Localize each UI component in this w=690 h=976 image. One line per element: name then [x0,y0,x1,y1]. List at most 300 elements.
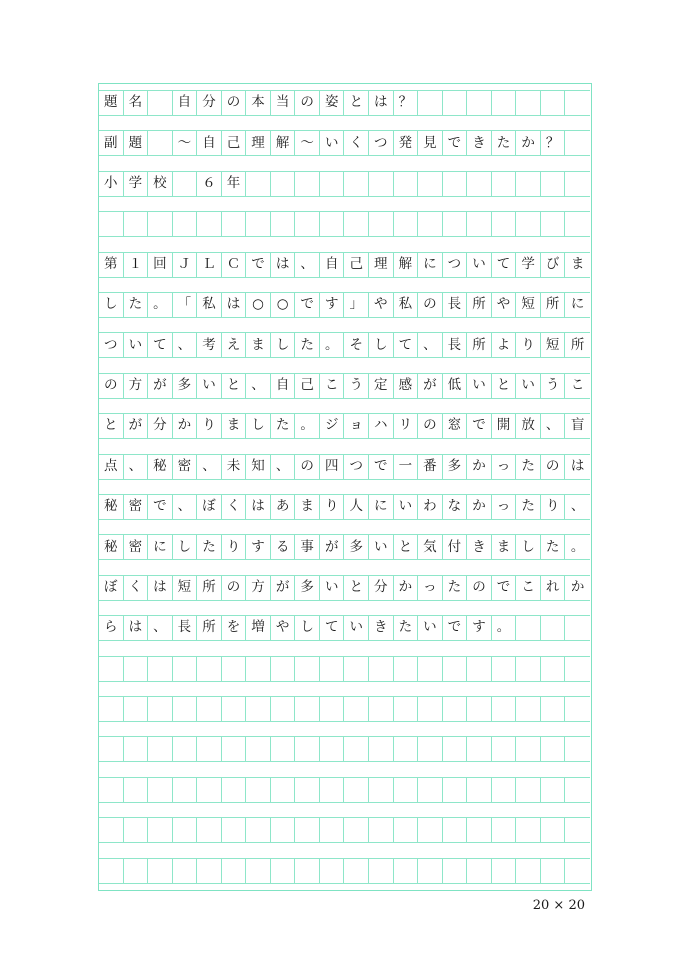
grid-cell: 己 [344,252,369,278]
grid-cell [394,211,419,237]
grid-cell: １ [124,252,149,278]
grid-cell: 所 [565,332,590,358]
grid-cell [443,736,468,762]
grid-cell: 副 [99,130,124,156]
grid-cell: か [565,575,590,601]
grid-cell [467,171,492,197]
grid-cell [565,736,590,762]
grid-cell: が [418,373,443,399]
grid-cell [516,615,541,641]
grid-cell [148,90,173,116]
grid-cell [222,736,247,762]
grid-cell [99,858,124,884]
grid-cell [516,90,541,116]
grid-cell: れ [541,575,566,601]
grid-cell: い [124,332,149,358]
grid-cell [344,817,369,843]
grid-cell: い [320,575,345,601]
grid-cell: が [124,413,149,439]
grid-cell: 四 [320,454,345,480]
grid-cell: 分 [148,413,173,439]
grid-cell: り [320,494,345,520]
grid-cell: の [295,454,320,480]
grid-cell [394,777,419,803]
grid-cell [271,656,296,682]
grid-cell: い [467,252,492,278]
grid-cell [443,858,468,884]
grid-cell [246,858,271,884]
grid-cell [443,656,468,682]
grid-cell: 解 [394,252,419,278]
grid-cell [565,615,590,641]
grid-cell [541,736,566,762]
grid-cell: つ [344,454,369,480]
grid-cell: て [148,332,173,358]
grid-cell: あ [271,494,296,520]
grid-cell [124,211,149,237]
grid-cell: 所 [197,615,222,641]
grid-cell [369,656,394,682]
grid-cell: 低 [443,373,468,399]
grid-cell [271,211,296,237]
grid-cell: た [295,332,320,358]
grid-cell [369,777,394,803]
grid-cell [418,777,443,803]
grid-cell [99,817,124,843]
grid-cell: 人 [344,494,369,520]
grid-cell: す [467,615,492,641]
grid-cell [516,736,541,762]
grid-cell [516,817,541,843]
grid-cell [295,171,320,197]
grid-cell: に [369,494,394,520]
grid-size-label: 20 × 20 [532,898,585,913]
manuscript-paper [98,83,592,891]
grid-cell: ぼ [99,575,124,601]
grid-cell [197,736,222,762]
grid-cell: 長 [173,615,198,641]
grid-cell [197,817,222,843]
grid-row [99,696,590,722]
grid-cell: 、 [246,373,271,399]
grid-cell [246,171,271,197]
grid-cell: 、 [173,494,198,520]
grid-cell: し [295,615,320,641]
grid-cell: り [222,534,247,560]
grid-cell: 理 [369,252,394,278]
grid-cell [565,90,590,116]
grid-row [99,575,590,601]
grid-cell: 、 [124,454,149,480]
grid-cell: う [541,373,566,399]
grid-cell [541,817,566,843]
grid-cell: 所 [467,332,492,358]
grid-cell: 多 [443,454,468,480]
grid-cell: Ｃ [222,252,247,278]
grid-cell [369,696,394,722]
grid-cell: 短 [541,332,566,358]
grid-cell: で [443,615,468,641]
grid-cell: 題 [124,130,149,156]
grid-row [99,858,590,884]
grid-cell [467,817,492,843]
grid-cell [418,817,443,843]
grid-cell: 多 [173,373,198,399]
grid-row [99,494,590,520]
grid-cell: 短 [173,575,198,601]
grid-cell [344,696,369,722]
grid-cell: ぼ [197,494,222,520]
grid-cell [467,90,492,116]
grid-cell: た [271,413,296,439]
grid-cell: 自 [320,252,345,278]
grid-cell [516,696,541,722]
grid-cell [565,130,590,156]
grid-cell: 感 [394,373,419,399]
grid-cell: と [492,373,517,399]
grid-row [99,373,590,399]
grid-cell: の [467,575,492,601]
grid-cell [492,696,517,722]
grid-cell: た [394,615,419,641]
grid-cell [148,777,173,803]
grid-cell: ま [295,494,320,520]
grid-cell: て [394,332,419,358]
grid-cell: い [467,373,492,399]
grid-cell: 長 [443,292,468,318]
grid-cell: か [394,575,419,601]
grid-cell: 年 [222,171,247,197]
grid-cell [541,90,566,116]
grid-cell: 密 [124,534,149,560]
grid-cell [516,858,541,884]
grid-cell [418,171,443,197]
grid-cell: の [99,373,124,399]
grid-cell [271,736,296,762]
grid-cell: っ [418,575,443,601]
grid-cell: 私 [394,292,419,318]
grid-cell: っ [492,454,517,480]
grid-cell: 名 [124,90,149,116]
grid-cell: 、 [418,332,443,358]
grid-cell [295,696,320,722]
grid-cell [418,211,443,237]
grid-cell: よ [492,332,517,358]
grid-cell: は [148,575,173,601]
grid-row [99,90,590,116]
grid-cell: と [394,534,419,560]
grid-row [99,130,590,156]
grid-row [99,615,590,641]
grid-cell [492,211,517,237]
grid-cell: い [344,615,369,641]
grid-cell: は [565,454,590,480]
grid-cell: し [369,332,394,358]
grid-cell [467,211,492,237]
grid-row [99,454,590,480]
grid-cell [467,696,492,722]
grid-cell [320,777,345,803]
grid-cell: Ｌ [197,252,222,278]
grid-cell [394,858,419,884]
grid-cell: き [467,534,492,560]
grid-cell: 自 [197,130,222,156]
grid-cell: を [222,615,247,641]
grid-cell [394,696,419,722]
grid-cell: 第 [99,252,124,278]
grid-cell: し [246,413,271,439]
grid-cell [197,656,222,682]
grid-cell: 密 [124,494,149,520]
grid-cell: ？ [394,90,419,116]
grid-cell [271,817,296,843]
grid-cell: 、 [173,332,198,358]
grid-cell [443,171,468,197]
grid-cell: 窓 [443,413,468,439]
grid-cell: り [516,332,541,358]
grid-cell [222,777,247,803]
grid-cell [541,211,566,237]
grid-cell [565,817,590,843]
grid-cell [369,858,394,884]
grid-cell: に [565,292,590,318]
grid-cell: 本 [246,90,271,116]
grid-cell: 私 [197,292,222,318]
grid-cell: 。 [148,292,173,318]
grid-cell: 、 [148,615,173,641]
grid-cell [124,736,149,762]
grid-cell [99,656,124,682]
grid-cell [443,696,468,722]
grid-cell: に [418,252,443,278]
grid-cell: 定 [369,373,394,399]
grid-cell: 。 [295,413,320,439]
grid-cell [295,817,320,843]
grid-cell [344,211,369,237]
grid-cell [565,656,590,682]
grid-cell: が [148,373,173,399]
grid-cell: ョ [344,413,369,439]
grid-cell: の [418,413,443,439]
grid-cell [541,696,566,722]
grid-cell: 己 [295,373,320,399]
grid-cell: 長 [443,332,468,358]
grid-cell: 点 [99,454,124,480]
grid-cell [197,777,222,803]
grid-cell [99,696,124,722]
grid-cell: ？ [541,130,566,156]
grid-cell [173,656,198,682]
grid-cell [173,858,198,884]
grid-cell [467,858,492,884]
grid-cell [418,696,443,722]
grid-cell: こ [320,373,345,399]
grid-cell: な [443,494,468,520]
grid-cell [320,171,345,197]
grid-cell: び [541,252,566,278]
grid-cell [443,211,468,237]
grid-cell: 所 [197,575,222,601]
grid-cell: に [148,534,173,560]
grid-cell [344,736,369,762]
grid-cell: 校 [148,171,173,197]
grid-cell: ハ [369,413,394,439]
grid-cell: た [124,292,149,318]
grid-cell: ○ [271,292,296,318]
grid-cell [148,130,173,156]
grid-cell: リ [394,413,419,439]
grid-cell: 姿 [320,90,345,116]
grid-cell: 未 [222,454,247,480]
grid-cell [565,171,590,197]
grid-cell: る [271,534,296,560]
grid-cell [541,171,566,197]
grid-cell [320,736,345,762]
grid-row [99,171,590,197]
grid-cell: 方 [124,373,149,399]
grid-cell: の [295,90,320,116]
grid-cell [99,777,124,803]
grid-cell [246,656,271,682]
grid-cell: つ [369,130,394,156]
grid-cell [124,777,149,803]
grid-cell [492,858,517,884]
grid-cell [148,858,173,884]
grid-cell: い [516,373,541,399]
grid-cell [246,817,271,843]
grid-cell [271,171,296,197]
grid-cell: 一 [394,454,419,480]
grid-cell [418,858,443,884]
grid-cell [148,696,173,722]
grid-cell: し [516,534,541,560]
grid-cell [124,656,149,682]
grid-cell [222,858,247,884]
grid-cell: う [344,373,369,399]
grid-cell: で [443,130,468,156]
grid-cell [394,171,419,197]
grid-cell: ら [99,615,124,641]
grid-cell [516,171,541,197]
grid-cell: 当 [271,90,296,116]
grid-cell: ま [492,534,517,560]
grid-cell: 分 [369,575,394,601]
grid-cell: か [467,454,492,480]
grid-cell: 見 [418,130,443,156]
grid-cell [173,171,198,197]
grid-cell: と [222,373,247,399]
grid-cell [320,656,345,682]
grid-cell: 小 [99,171,124,197]
grid-cell [516,211,541,237]
grid-cell [344,858,369,884]
grid-cell: ～ [295,130,320,156]
grid-cell [492,171,517,197]
grid-cell: 、 [565,494,590,520]
grid-cell [246,696,271,722]
grid-cell: ６ [197,171,222,197]
grid-cell: 。 [492,615,517,641]
grid-cell: 付 [443,534,468,560]
grid-cell: 自 [271,373,296,399]
grid-cell [173,817,198,843]
grid-cell [124,858,149,884]
grid-cell [320,211,345,237]
grid-cell: は [271,252,296,278]
grid-row [99,413,590,439]
grid-cell: り [197,413,222,439]
grid-cell [565,858,590,884]
grid-row [99,211,590,237]
grid-cell [295,656,320,682]
grid-cell: 。 [565,534,590,560]
grid-cell [369,736,394,762]
grid-cell: く [222,494,247,520]
grid-cell [516,777,541,803]
grid-cell [541,777,566,803]
grid-cell [492,817,517,843]
grid-cell: で [492,575,517,601]
grid-cell: す [246,534,271,560]
grid-cell [369,171,394,197]
grid-cell: き [369,615,394,641]
grid-cell: い [394,494,419,520]
grid-cell: か [516,130,541,156]
grid-cell [344,656,369,682]
grid-row [99,817,590,843]
grid-cell [394,656,419,682]
grid-cell [222,656,247,682]
grid-cell: た [197,534,222,560]
grid-cell: は [124,615,149,641]
grid-cell: や [369,292,394,318]
grid-cell: ま [222,413,247,439]
grid-cell: か [173,413,198,439]
grid-cell [344,777,369,803]
grid-cell [148,817,173,843]
grid-cell [320,858,345,884]
grid-cell: た [443,575,468,601]
grid-cell [173,211,198,237]
grid-cell [197,858,222,884]
grid-cell [148,656,173,682]
grid-cell: 短 [516,292,541,318]
grid-cell: の [541,454,566,480]
grid-cell: く [344,130,369,156]
grid-cell [271,858,296,884]
grid-cell: っ [492,494,517,520]
grid-cell: い [418,615,443,641]
grid-cell: 放 [516,413,541,439]
grid-cell [516,656,541,682]
grid-cell [222,817,247,843]
grid-row [99,534,590,560]
grid-cell: そ [344,332,369,358]
grid-cell [246,211,271,237]
grid-cell: い [369,534,394,560]
grid-cell: し [271,332,296,358]
grid-cell: 事 [295,534,320,560]
grid-cell: こ [565,373,590,399]
grid-cell: と [344,575,369,601]
grid-cell: と [344,90,369,116]
grid-row [99,252,590,278]
grid-cell: ま [246,332,271,358]
grid-cell: き [467,130,492,156]
grid-cell [541,858,566,884]
grid-cell [565,777,590,803]
grid-cell: て [320,615,345,641]
